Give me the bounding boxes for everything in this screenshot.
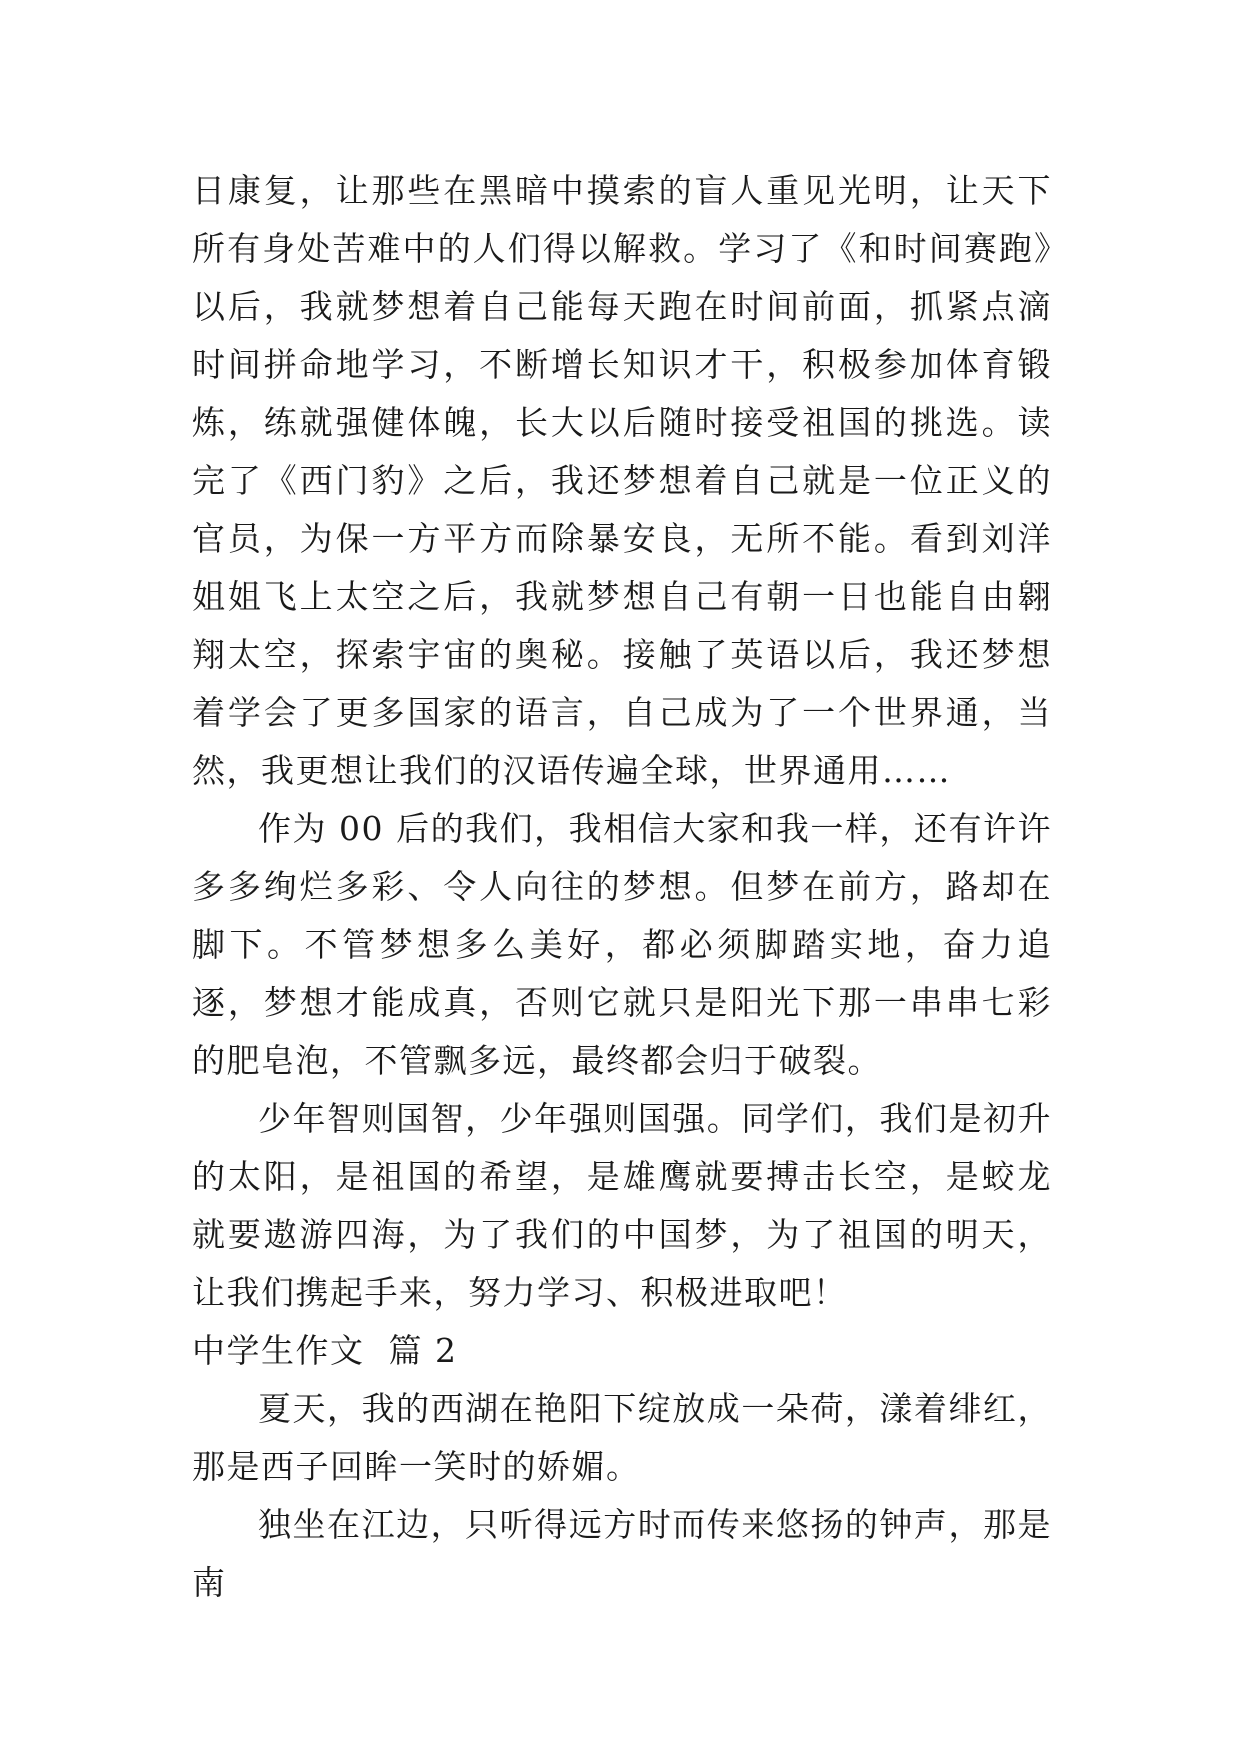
- paragraph-1: 日康复，让那些在黑暗中摸索的盲人重见光明，让天下所有身处苦难中的人们得以解救。学习了《和时间赛跑》以后，我就梦想着自己能每天跑在时间前面，抓紧点滴时间拼命地学习，不断增长知识才干，积极参加体育锻炼，练就强健体魄，长大以后随时接受祖国的挑选。读完了《西门豹》之后，我还梦想着自己就是一位正义的官员，为保一方平方而除暴安良，无所不能。看到刘洋姐姐飞上太空之后，我就梦想自己有朝一日也能自由翱翔太空，探索宇宙的奥秘。接触了英语以后，我还梦想着学会了更多国家的语言，自己成为了一个世界通，当然，我更想让我们的汉语传遍全球，世界通用……: [192, 171, 1052, 790]
- paragraph-5: 独坐在江边，只听得远方时而传来悠扬的钟声，那是南: [192, 1505, 1052, 1602]
- paragraph-2: 作为 00 后的我们，我相信大家和我一样，还有许许多多绚烂多彩、令人向往的梦想。但梦在前方，路却在脚下。不管梦想多么美好，都必须脚踏实地，奋力追逐，梦想才能成真，否则它就只是阳光下那一串串七彩的肥皂泡，不管飘多远，最终都会归于破裂。: [192, 809, 1052, 1080]
- paragraph-3: 少年智则国智，少年强则国强。同学们，我们是初升的太阳，是祖国的希望，是雄鹰就要搏击长空，是蛟龙就要遨游四海，为了我们的中国梦，为了祖国的明天，让我们携起手来，努力学习、积极进取吧！: [192, 1099, 1052, 1312]
- section-heading: 中学生作文 篇 2: [192, 1331, 458, 1370]
- document-body: [192, 162, 1052, 1612]
- paragraph-4: 夏天，我的西湖在艳阳下绽放成一朵荷，漾着绯红，那是西子回眸一笑时的娇媚。: [192, 1389, 1052, 1486]
